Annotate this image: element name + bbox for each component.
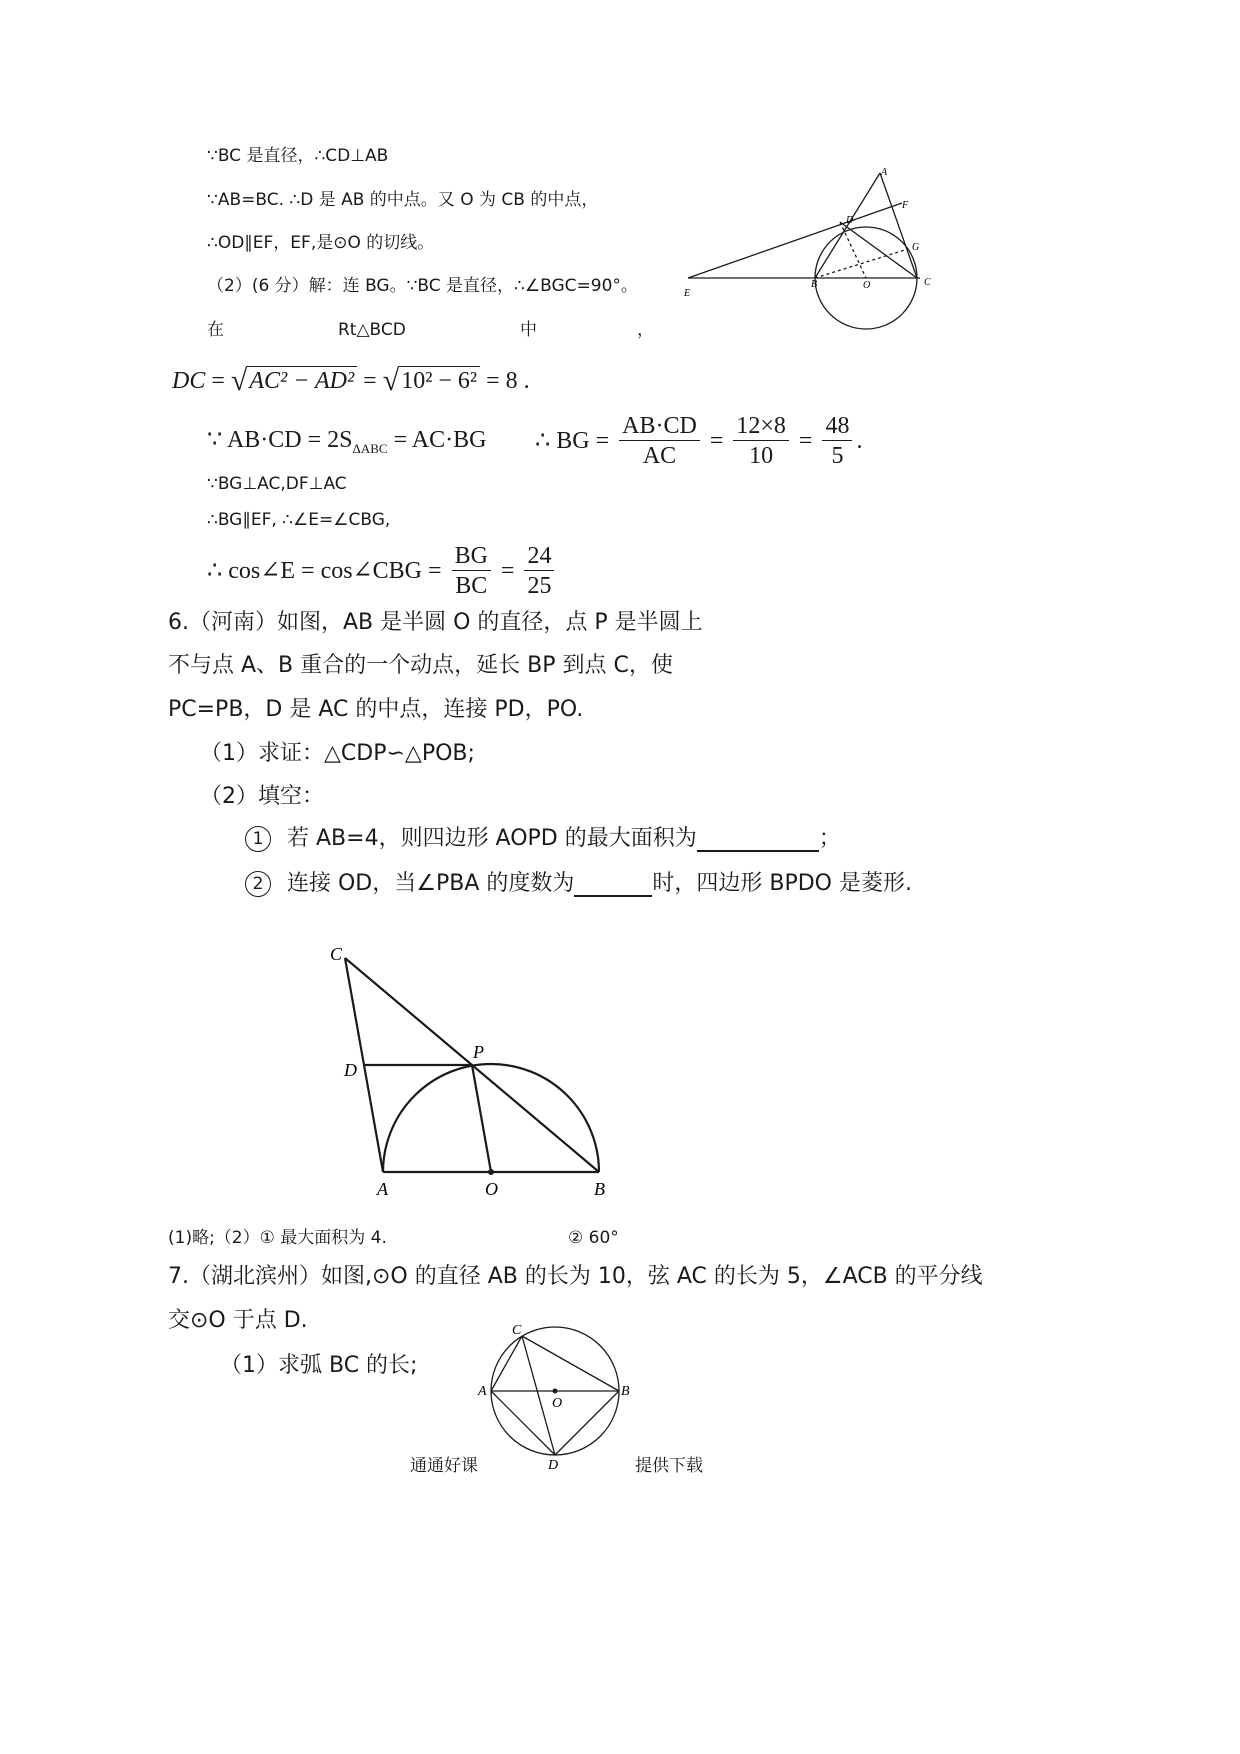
point-o — [553, 1389, 558, 1394]
problem6-line-1: 6.（河南）如图，AB 是半圆 O 的直径，点 P 是半圆上 — [168, 610, 703, 635]
sqrt-content-2 — [399, 366, 480, 393]
equals-sign: = — [798, 428, 813, 454]
fraction-2-num: 12×8 — [733, 414, 789, 441]
problem7-question-1: （1）求弧 BC 的长; — [220, 1353, 418, 1378]
problem6-line-3: PC=PB，D 是 AC 的中点，连接 PD，PO. — [168, 697, 584, 722]
fraction-2 — [733, 414, 789, 468]
therefore-text: ∴ BG = — [535, 428, 610, 454]
solution-line-8: ∵BG⊥AC,DF⊥AC — [207, 474, 347, 494]
because-rest: = AC·BG — [387, 427, 487, 453]
equation-dc-lhs: DC — [172, 368, 206, 394]
sqrt-inner-1: AC² − AD² — [249, 368, 355, 394]
circled-number-1: 1 — [245, 826, 271, 852]
line-ca — [491, 1336, 522, 1391]
equation-dc-result: = 8 . — [486, 368, 530, 394]
line-bg — [815, 249, 908, 278]
figure2-label-o: O — [485, 1179, 498, 1199]
problem6-line-2: 不与点 A、B 重合的一个动点，延长 BP 到点 C，使 — [168, 653, 673, 678]
line-bd — [555, 1391, 619, 1455]
equation-dc — [172, 364, 530, 397]
fraction-2-den: 10 — [749, 443, 774, 469]
because-text: ∵ AB·CD = 2S — [207, 427, 353, 453]
problem6-answer-a: (1)略;（2）① 最大面积为 4. — [168, 1228, 387, 1248]
figure-inscribed-quadrilateral — [470, 1318, 640, 1478]
equation-cos — [207, 544, 558, 598]
figure1-label-d: D — [846, 215, 854, 226]
cos-lhs: ∴ cos∠E = cos∠CBG = — [207, 558, 442, 584]
line-po — [472, 1065, 491, 1172]
figure1-label-e: E — [684, 288, 691, 299]
problem7-line-1: 7.（湖北滨州）如图,⊙O 的直径 AB 的长为 10，弦 AC 的长为 5，∠ACB 的平分线 — [168, 1264, 983, 1289]
figure2-label-d: D — [344, 1060, 357, 1080]
item-1-text: 若 AB=4，则四边形 AOPD 的最大面积为 — [287, 826, 697, 851]
problem7-line-2: 交⊙O 于点 D. — [168, 1308, 308, 1333]
sqrt-sign: √ — [230, 364, 248, 397]
answer-blank-2[interactable] — [574, 873, 652, 897]
line-dc — [840, 222, 920, 278]
cos-fraction-1-den: BC — [455, 573, 488, 599]
cos-fraction-2-den: 25 — [527, 573, 552, 599]
figure2-label-p: P — [473, 1042, 484, 1062]
footer-right: 提供下载 — [635, 1456, 703, 1476]
fraction-3-num: 48 — [822, 414, 852, 441]
item-2-end: 时，四边形 BPDO 是菱形. — [652, 871, 912, 896]
sqrt-sign: √ — [382, 364, 400, 397]
item-1-end: ； — [818, 826, 841, 851]
cos-fraction-1 — [452, 544, 491, 598]
cos-fraction-2 — [524, 544, 554, 598]
problem6-answer-b: ② 60° — [568, 1228, 619, 1248]
solution-line-5a: 在 — [207, 320, 224, 340]
solution-line-3: ∴OD∥EF，EF,是⊙O 的切线。 — [207, 233, 435, 253]
figure2-label-b: B — [594, 1179, 605, 1199]
solution-line-2: ∵AB=BC. ∴D 是 AB 的中点。又 O 为 CB 的中点， — [207, 190, 599, 210]
item-2-text: 连接 OD，当∠PBA 的度数为 — [287, 871, 575, 896]
circled-number-2: 2 — [245, 871, 271, 897]
line-ad — [491, 1391, 555, 1455]
figure1-label-b: B — [811, 279, 818, 290]
solution-line-5d: ， — [637, 320, 654, 340]
problem6-item-2 — [245, 871, 912, 897]
line-ef — [688, 203, 902, 278]
fraction-1 — [619, 414, 700, 468]
fraction-1-num: AB·CD — [619, 414, 700, 441]
equation-bg-therefore — [535, 414, 862, 468]
period: . — [856, 428, 863, 454]
fraction-3 — [822, 414, 852, 468]
figure-circle-tangent — [680, 165, 940, 340]
solution-line-4: （2）(6 分）解：连 BG。∵BC 是直径，∴∠BGC=90°。 — [207, 276, 638, 296]
cos-fraction-2-num: 24 — [524, 544, 554, 571]
line-ac — [880, 173, 920, 278]
equals-sign: = — [211, 368, 225, 394]
solution-line-1: ∵BC 是直径，∴CD⊥AB — [207, 146, 389, 166]
line-cb — [522, 1336, 619, 1391]
area-subscript: ΔABC — [352, 440, 388, 456]
footer-left: 通通好课 — [410, 1456, 478, 1476]
figure1-label-o: O — [863, 280, 871, 291]
figure1-label-f: F — [902, 200, 909, 211]
point-o — [488, 1169, 494, 1175]
equals-sign: = — [709, 428, 724, 454]
figure3-label-a: A — [478, 1384, 487, 1399]
figure2-label-a: A — [377, 1179, 388, 1199]
problem6-question-1: （1）求证：△CDP∽△POB; — [200, 741, 475, 766]
solution-line-5c: 中 — [520, 320, 537, 340]
equals-sign: = — [500, 558, 515, 584]
figure3-label-b: B — [621, 1384, 630, 1399]
solution-line-5b: Rt△BCD — [338, 320, 406, 340]
sqrt-inner-2: 10² − 6² — [401, 368, 478, 394]
figure3-label-d: D — [548, 1458, 559, 1473]
problem6-question-2: （2）填空： — [200, 784, 324, 809]
line-cd — [522, 1336, 555, 1455]
figure-semicircle — [320, 940, 630, 1205]
sqrt-content-1 — [247, 366, 357, 393]
answer-blank-1[interactable] — [697, 828, 819, 852]
fraction-3-den: 5 — [831, 443, 844, 469]
figure1-label-g: G — [912, 242, 920, 253]
cos-fraction-1-num: BG — [452, 544, 491, 571]
solution-line-9: ∴BG∥EF, ∴∠E=∠CBG, — [207, 510, 391, 530]
figure2-label-c: C — [330, 944, 343, 964]
figure3-label-c: C — [512, 1323, 522, 1338]
figure1-label-a: A — [881, 167, 888, 178]
figure1-label-c: C — [924, 277, 931, 288]
fraction-1-den: AC — [642, 443, 677, 469]
figure3-label-o: O — [552, 1396, 563, 1411]
equation-bg-because — [207, 428, 486, 455]
equals-sign: = — [363, 368, 377, 394]
problem6-item-1 — [245, 826, 841, 852]
